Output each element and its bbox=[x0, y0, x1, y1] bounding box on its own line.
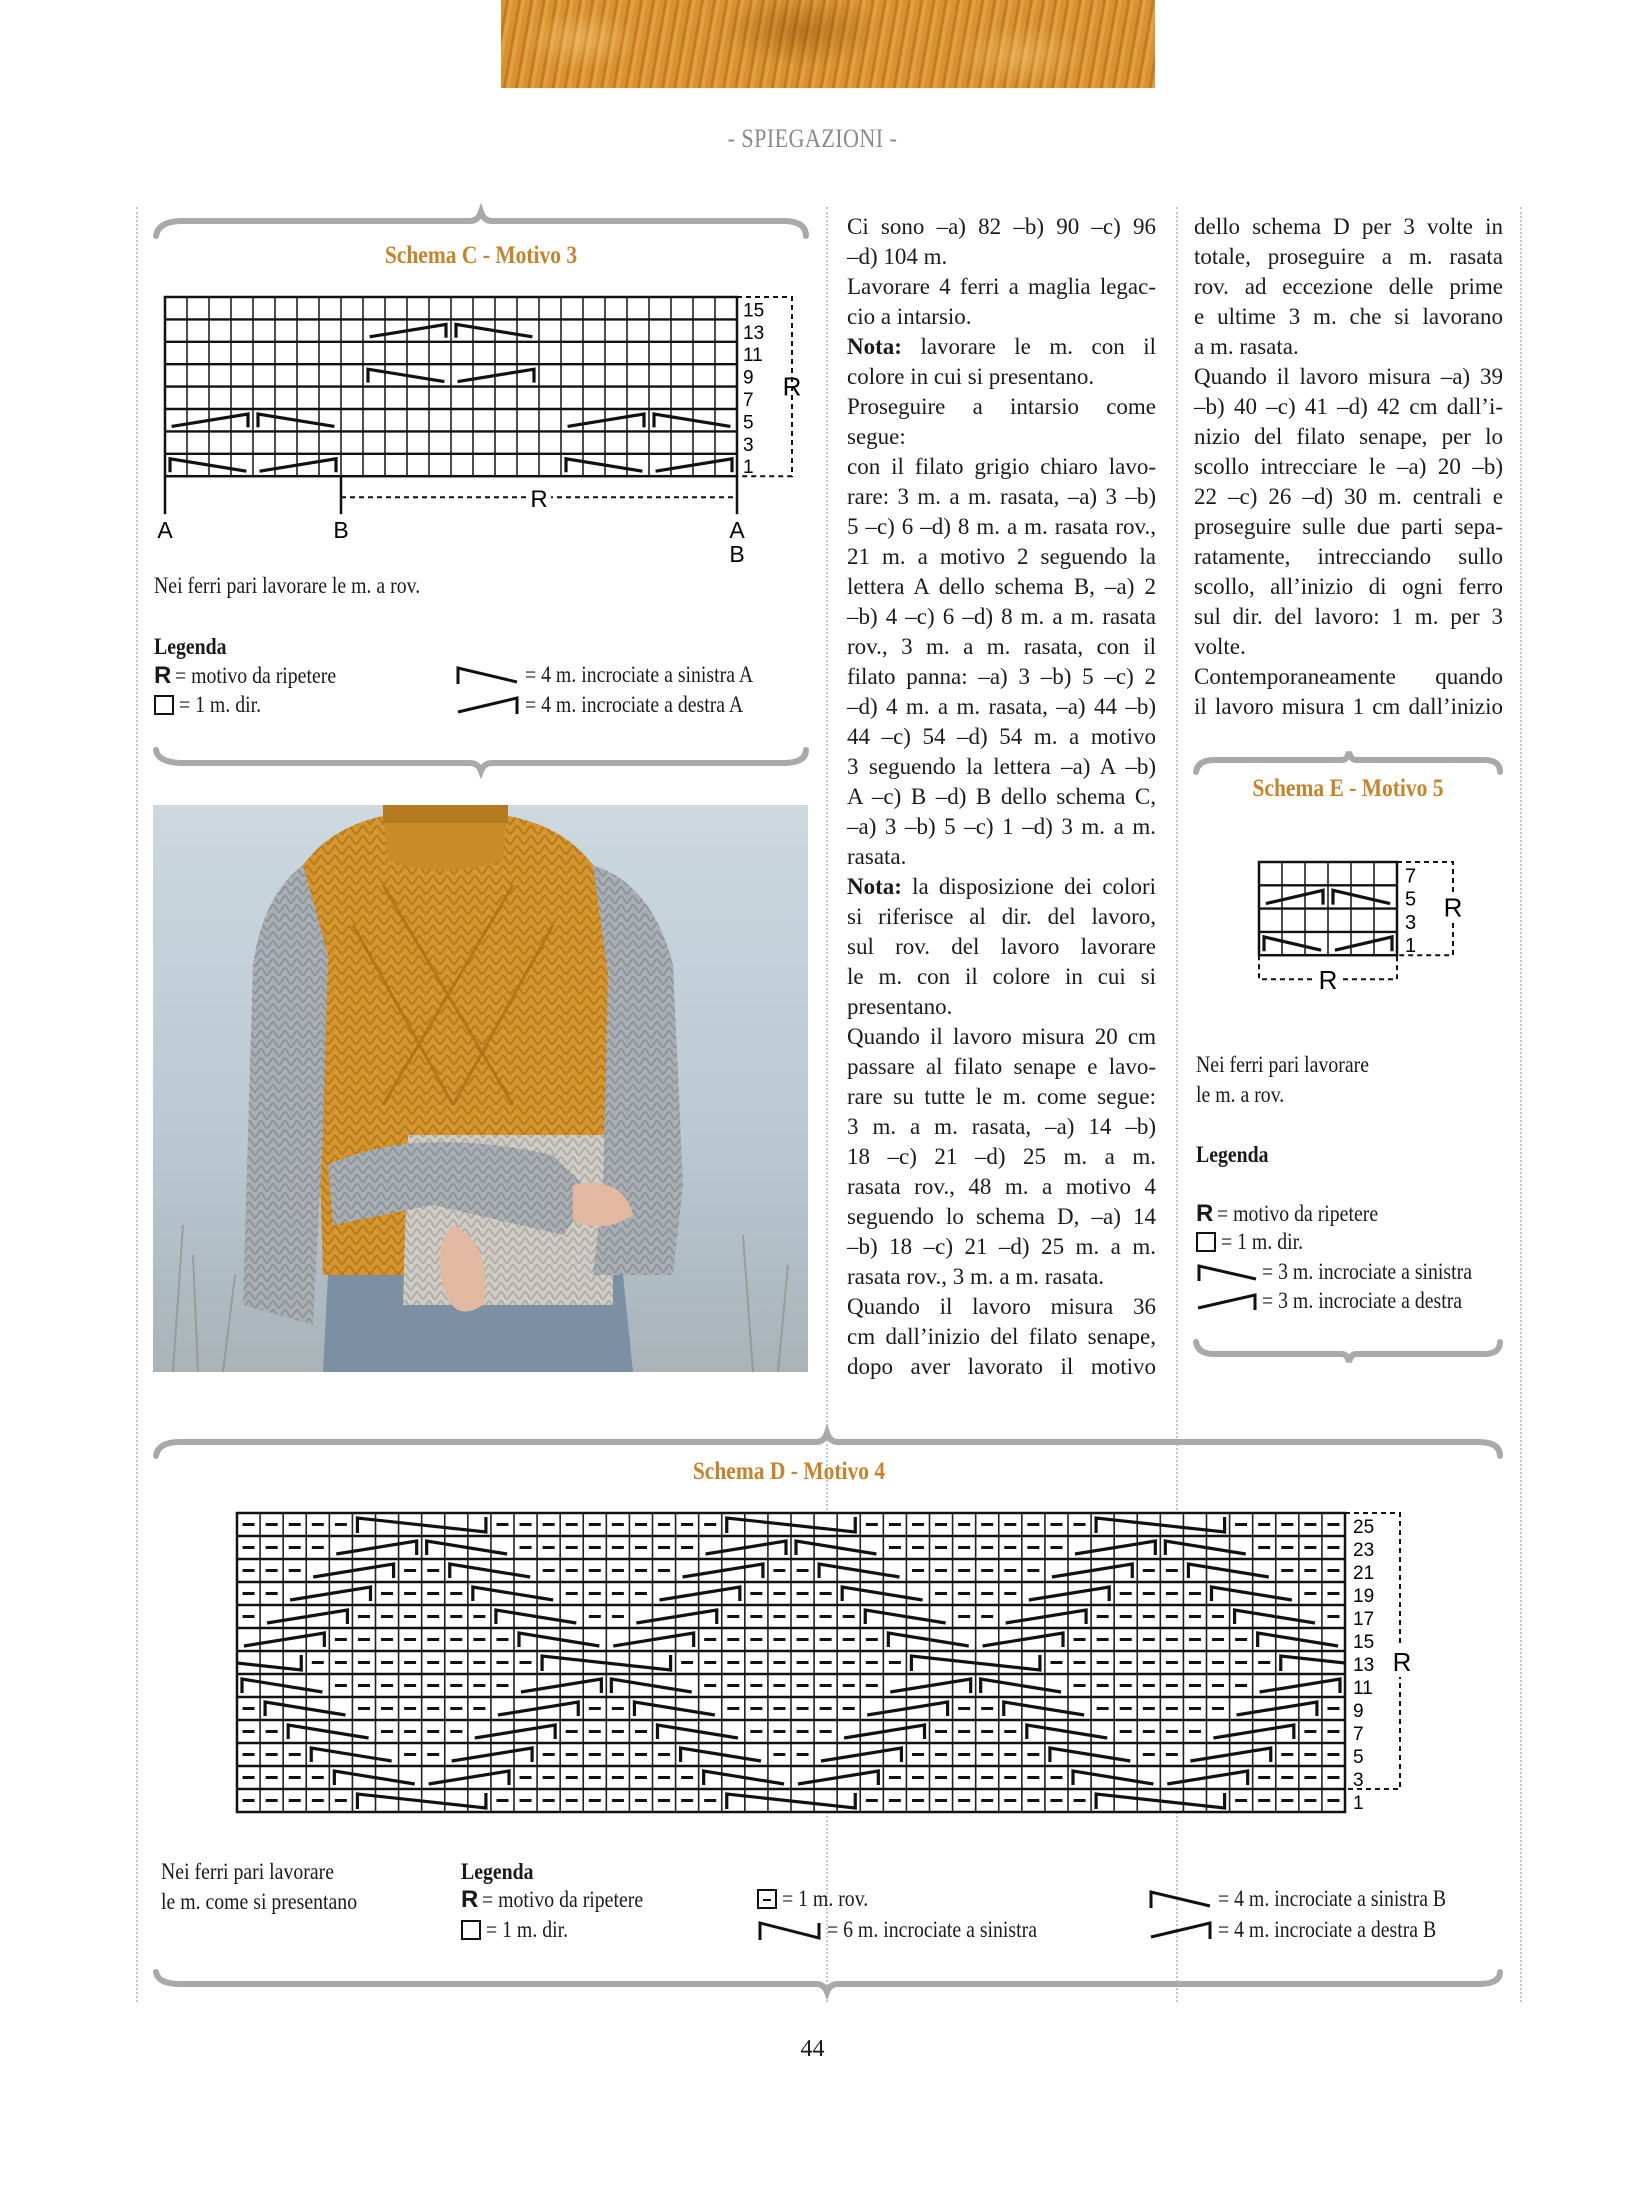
line-text: 44 –c) 54 –d) 54 m. a motivo bbox=[847, 724, 1156, 749]
purl-stitch-icon bbox=[757, 1889, 777, 1909]
text-line bbox=[847, 1172, 1156, 1202]
line-text: le m. con il colore in cui si bbox=[847, 964, 1156, 989]
text-line bbox=[847, 752, 1156, 782]
schema-e-note-line: le m. a rov. bbox=[1196, 1082, 1285, 1107]
legend-item-cross-six bbox=[757, 1917, 1071, 1943]
text-line bbox=[847, 602, 1156, 632]
cable-six-left-icon bbox=[757, 1919, 823, 1941]
legend-text: = 1 m. rov. bbox=[782, 1886, 869, 1911]
legend-text: = 4 m. incrociate a sinistra B bbox=[1218, 1886, 1447, 1911]
line-text: filato panna: –a) 3 –b) 5 –c) 2 bbox=[847, 664, 1156, 689]
line-text: scollo intrecciare le –a) 20 –b) bbox=[1194, 454, 1503, 479]
legend-item-knit bbox=[461, 1917, 581, 1943]
line-text: Proseguire a intarsio come bbox=[847, 394, 1156, 419]
row-label: 13 bbox=[1353, 1655, 1375, 1676]
line-text: ratamente, intrecciando sullo bbox=[1194, 544, 1503, 569]
row-label: 3 bbox=[743, 434, 754, 456]
line-text: 3 m. a m. rasata, –a) 14 –b) bbox=[847, 1114, 1156, 1139]
row-label: 19 bbox=[1353, 1586, 1375, 1607]
brace-bottom-schema-e bbox=[1196, 1342, 1500, 1362]
text-line bbox=[1194, 242, 1503, 272]
row-label: 3 bbox=[1405, 911, 1417, 934]
text-line bbox=[1194, 512, 1503, 542]
brace-top-schema-d bbox=[156, 1433, 1500, 1456]
line-text: cio a intarsio. bbox=[847, 304, 972, 329]
line-text: dopo aver lavorato il motivo bbox=[847, 1354, 1156, 1379]
legend-text: = 4 m. incrociate a destra B bbox=[1218, 1917, 1437, 1942]
letter-b-label: B bbox=[729, 541, 745, 568]
repeat-symbol: R bbox=[154, 662, 172, 689]
text-line bbox=[847, 842, 1156, 872]
text-line bbox=[847, 1202, 1156, 1232]
line-text: la disposizione dei colori bbox=[901, 874, 1156, 899]
sweater-photo bbox=[153, 805, 808, 1372]
repeat-symbol: R bbox=[461, 1886, 479, 1913]
schema-e-note-line: Nei ferri pari lavorare bbox=[1196, 1052, 1369, 1077]
repeat-label: R bbox=[1443, 892, 1463, 923]
legend-text: = motivo da ripetere bbox=[175, 663, 337, 688]
text-line bbox=[847, 1052, 1156, 1082]
schema-e-legend-title: Legenda bbox=[1196, 1142, 1269, 1167]
row-label: 15 bbox=[743, 300, 765, 322]
repeat-label: R bbox=[530, 486, 548, 514]
brace-top-schema-c bbox=[156, 212, 806, 236]
row-label: 13 bbox=[743, 322, 765, 344]
text-line bbox=[1194, 632, 1503, 662]
legend-item-repeat bbox=[461, 1886, 670, 1914]
cable-left-icon bbox=[1148, 1888, 1214, 1910]
text-line bbox=[847, 272, 1156, 302]
text-line bbox=[847, 452, 1156, 482]
text-line bbox=[847, 212, 1156, 242]
text-line bbox=[847, 872, 1156, 902]
line-text: seguendo lo schema D, –a) 14 bbox=[847, 1204, 1156, 1229]
text-line bbox=[847, 1112, 1156, 1142]
instructions-column-right bbox=[1194, 212, 1503, 722]
text-line bbox=[847, 362, 1156, 392]
legend-text: = motivo da ripetere bbox=[482, 1887, 644, 1912]
row-label: 9 bbox=[743, 367, 754, 389]
text-line bbox=[847, 332, 1156, 362]
text-line bbox=[847, 1142, 1156, 1172]
schema-d-legend-title: Legenda bbox=[461, 1859, 534, 1884]
knit-stitch-icon bbox=[1196, 1232, 1216, 1252]
text-line bbox=[847, 242, 1156, 272]
nota-label: Nota: bbox=[847, 334, 902, 359]
legend-item-knit bbox=[1196, 1229, 1316, 1255]
line-text: a m. rasata. bbox=[1194, 334, 1299, 359]
row-label: 9 bbox=[1353, 1701, 1364, 1722]
text-line bbox=[1194, 392, 1503, 422]
legend-text: = 6 m. incrociate a sinistra bbox=[827, 1917, 1038, 1942]
row-label: 5 bbox=[1405, 888, 1417, 911]
text-line bbox=[1194, 662, 1503, 692]
row-label: 23 bbox=[1353, 1540, 1375, 1561]
text-line bbox=[847, 662, 1156, 692]
cable-right-icon bbox=[1148, 1919, 1214, 1941]
line-text: –b) 18 –c) 21 –d) 25 m. a m. bbox=[847, 1234, 1156, 1259]
knit-stitch-icon bbox=[461, 1920, 481, 1940]
row-label: 7 bbox=[1353, 1724, 1364, 1745]
text-line bbox=[1194, 602, 1503, 632]
schema-c-note: Nei ferri pari lavorare le m. a rov. bbox=[154, 573, 421, 598]
legend-text: = 1 m. dir. bbox=[486, 1917, 569, 1942]
line-text: rasata rov., 48 m. a motivo 4 bbox=[847, 1174, 1156, 1199]
legend-text: = motivo da ripetere bbox=[1217, 1201, 1379, 1226]
line-text: sul dir. del lavoro: 1 m. per 3 bbox=[1194, 604, 1503, 629]
line-text: il lavoro misura 1 cm dall’inizio bbox=[1194, 694, 1503, 719]
line-text: rov., 3 m. a m. rasata, con il bbox=[847, 634, 1156, 659]
line-text: 22 –c) 26 –d) 30 m. centrali e bbox=[1194, 484, 1503, 509]
cable-right-icon bbox=[1196, 1290, 1258, 1312]
cable-left-icon bbox=[455, 664, 521, 686]
row-label: 11 bbox=[1353, 1678, 1373, 1699]
text-line bbox=[1194, 272, 1503, 302]
text-line bbox=[847, 782, 1156, 812]
row-label: 1 bbox=[1405, 935, 1417, 958]
line-text: –d) 4 m. a m. rasata, –a) 44 –b) bbox=[847, 694, 1156, 719]
text-line bbox=[847, 932, 1156, 962]
text-line bbox=[1194, 212, 1503, 242]
row-label: 11 bbox=[743, 345, 763, 367]
repeat-label: R bbox=[1392, 1647, 1412, 1677]
legend-text: = 3 m. incrociate a destra bbox=[1262, 1288, 1463, 1313]
line-text: proseguire sulle due parti sepa- bbox=[1194, 514, 1503, 539]
legend-item-cross-right-b bbox=[1148, 1917, 1472, 1943]
line-text: Ci sono –a) 82 –b) 90 –c) 96 bbox=[847, 214, 1156, 239]
cable-right-icon bbox=[455, 694, 521, 716]
row-label: 15 bbox=[1353, 1632, 1375, 1653]
line-text: A –c) B –d) B dello schema C, bbox=[847, 784, 1156, 809]
text-line bbox=[1194, 362, 1503, 392]
row-label: 3 bbox=[1353, 1770, 1364, 1791]
line-text: con il filato grigio chiaro lavo- bbox=[847, 454, 1156, 479]
text-line bbox=[847, 572, 1156, 602]
line-text: Contemporaneamente quando bbox=[1194, 664, 1503, 689]
line-text: Lavorare 4 ferri a maglia legac- bbox=[847, 274, 1156, 299]
line-text: 5 –c) 6 –d) 8 m. a m. rasata rov., bbox=[847, 514, 1156, 539]
text-line bbox=[847, 512, 1156, 542]
text-line bbox=[847, 1292, 1156, 1322]
brace-bottom-schema-d bbox=[156, 1972, 1500, 1992]
line-text: cm dall’inizio del filato senape, bbox=[847, 1324, 1156, 1349]
line-text: –d) 104 m. bbox=[847, 244, 948, 269]
text-line bbox=[1194, 302, 1503, 332]
text-line bbox=[1194, 572, 1503, 602]
legend-item-repeat bbox=[154, 662, 363, 690]
page-number: 44 bbox=[800, 2036, 825, 2062]
line-text: e ultime 3 m. che si lavorano bbox=[1194, 304, 1503, 329]
line-text: 21 m. a motivo 2 seguendo la bbox=[847, 544, 1156, 569]
line-text: si riferisce al dir. del lavoro, bbox=[847, 904, 1156, 929]
legend-item-repeat bbox=[1196, 1200, 1405, 1228]
brace-top-schema-e bbox=[1196, 752, 1500, 772]
line-text: rov. ad eccezione delle prime bbox=[1194, 274, 1503, 299]
section-title: - SPIEGAZIONI - bbox=[727, 124, 898, 153]
row-label: 7 bbox=[1405, 865, 1417, 888]
repeat-symbol: R bbox=[1196, 1200, 1214, 1227]
text-line bbox=[1194, 542, 1503, 572]
line-text: presentano. bbox=[847, 994, 953, 1019]
legend-item-cross-right bbox=[1196, 1288, 1495, 1314]
letter-a-label: A bbox=[729, 517, 745, 544]
text-line bbox=[847, 1082, 1156, 1112]
text-line bbox=[847, 1352, 1156, 1382]
schema-d-note-line: Nei ferri pari lavorare bbox=[161, 1859, 334, 1884]
legend-text: = 4 m. incrociate a destra A bbox=[525, 692, 744, 717]
text-line bbox=[1194, 692, 1503, 722]
text-line bbox=[847, 1262, 1156, 1292]
text-line bbox=[847, 1232, 1156, 1262]
line-text: rasata rov., 3 m. a m. rasata. bbox=[847, 1264, 1105, 1289]
line-text: lettera A dello schema B, –a) 2 bbox=[847, 574, 1156, 599]
line-text: lavorare le m. con il bbox=[901, 334, 1156, 359]
text-line bbox=[847, 1322, 1156, 1352]
legend-text: = 1 m. dir. bbox=[1221, 1229, 1304, 1254]
line-text: –b) 4 –c) 6 –d) 8 m. a m. rasata bbox=[847, 604, 1156, 629]
text-line bbox=[847, 692, 1156, 722]
text-line bbox=[1194, 482, 1503, 512]
text-line bbox=[847, 812, 1156, 842]
legend-text: = 1 m. dir. bbox=[179, 692, 262, 717]
row-label: 5 bbox=[1353, 1747, 1364, 1768]
repeat-label: R bbox=[782, 371, 802, 402]
text-line bbox=[1194, 422, 1503, 452]
legend-item-purl bbox=[757, 1886, 882, 1912]
line-text: scollo, all’inizio di ogni ferro bbox=[1194, 574, 1503, 599]
line-text: volte. bbox=[1194, 634, 1246, 659]
legend-item-cross-right bbox=[455, 692, 779, 718]
instructions-column-middle bbox=[847, 212, 1156, 1382]
schema-c-title: Schema C - Motivo 3 bbox=[384, 242, 578, 269]
line-text: totale, proseguire a m. rasata bbox=[1194, 244, 1503, 269]
text-line bbox=[847, 722, 1156, 752]
text-line bbox=[847, 1022, 1156, 1052]
line-text: dello schema D per 3 volte in bbox=[1194, 214, 1503, 239]
line-text: 18 –c) 21 –d) 25 m. a m. bbox=[847, 1144, 1156, 1169]
row-label: 25 bbox=[1353, 1517, 1375, 1538]
row-label: 17 bbox=[1353, 1609, 1375, 1630]
text-line bbox=[847, 542, 1156, 572]
row-label: 1 bbox=[743, 457, 754, 479]
line-text: –b) 40 –c) 41 –d) 42 cm dall’i- bbox=[1194, 394, 1503, 419]
text-line bbox=[847, 422, 1156, 452]
text-line bbox=[847, 482, 1156, 512]
line-text: passare al filato senape e lavo- bbox=[847, 1054, 1156, 1079]
legend-item-cross-left bbox=[1196, 1259, 1506, 1285]
legend-text: = 3 m. incrociate a sinistra bbox=[1262, 1259, 1473, 1284]
knit-stitch-icon bbox=[154, 695, 174, 715]
schema-e-title: Schema E - Motivo 5 bbox=[1252, 775, 1444, 802]
cable-left-icon bbox=[1196, 1261, 1258, 1283]
text-line bbox=[847, 392, 1156, 422]
brace-bottom-schema-c bbox=[156, 750, 806, 771]
schema-d-note-line: le m. come si presentano bbox=[161, 1889, 358, 1914]
nota-label: Nota: bbox=[847, 874, 902, 899]
text-line bbox=[1194, 332, 1503, 362]
line-text: Quando il lavoro misura 20 cm bbox=[847, 1024, 1156, 1049]
line-text: nizio del filato senape, per lo bbox=[1194, 424, 1503, 449]
repeat-label: R bbox=[1318, 965, 1338, 996]
row-label: 1 bbox=[1353, 1793, 1364, 1814]
line-text: segue: bbox=[847, 424, 906, 449]
text-line bbox=[1194, 452, 1503, 482]
text-line bbox=[847, 962, 1156, 992]
schema-d-title: Schema D - Motivo 4 bbox=[692, 1458, 886, 1485]
line-text: sul rov. del lavoro lavorare bbox=[847, 934, 1156, 959]
text-line bbox=[847, 302, 1156, 332]
line-text: rare: 3 m. a m. rasata, –a) 3 –b) bbox=[847, 484, 1156, 509]
line-text: rare su tutte le m. come segue: bbox=[847, 1084, 1156, 1109]
legend-item-knit bbox=[154, 692, 274, 718]
text-line bbox=[847, 992, 1156, 1022]
legend-text: = 4 m. incrociate a sinistra A bbox=[525, 662, 754, 687]
row-label: 5 bbox=[743, 412, 754, 434]
line-text: Quando il lavoro misura –a) 39 bbox=[1194, 364, 1503, 389]
letter-a-label: A bbox=[157, 517, 173, 544]
text-line bbox=[847, 902, 1156, 932]
text-line bbox=[847, 632, 1156, 662]
line-text: rasata. bbox=[847, 844, 907, 869]
line-text: –a) 3 –b) 5 –c) 1 –d) 3 m. a m. bbox=[847, 814, 1156, 839]
row-label: 7 bbox=[743, 390, 754, 411]
row-label: 21 bbox=[1353, 1563, 1375, 1584]
legend-item-cross-left bbox=[455, 662, 790, 688]
line-text: Quando il lavoro misura 36 bbox=[847, 1294, 1156, 1319]
line-text: 3 seguendo la lettera –a) A –b) bbox=[847, 754, 1156, 779]
letter-b-label: B bbox=[333, 517, 349, 544]
schema-c-legend-title: Legenda bbox=[154, 634, 227, 659]
legend-item-cross-left-b bbox=[1148, 1886, 1483, 1912]
line-text: colore in cui si presentano. bbox=[847, 364, 1095, 389]
